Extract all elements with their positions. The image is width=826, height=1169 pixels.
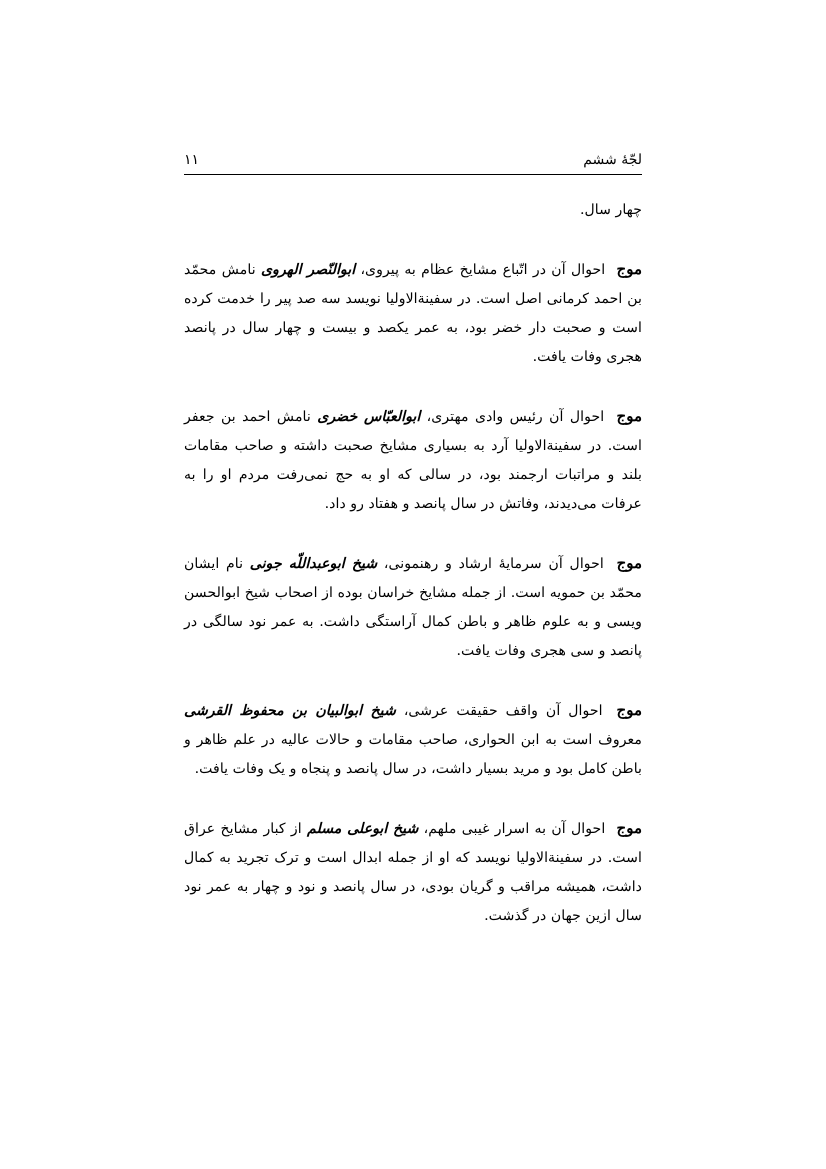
entry-name: ابوالعبّاس خضری [317, 409, 421, 425]
page-number: ۱۱ [184, 152, 200, 168]
entry-text-after: نام ایشان محمّد بن حمویه است. از جمله مشایخ خراسان بوده از اصحاب شیخ ابوالحسن ویسی و به علوم ظاهر و باطن کمال آراستگی داشت. به عمر نود سالگی در پانصد و سی هجری وفات یافت. [184, 556, 642, 659]
entry-text-before: احوال آن سرمایهٔ ارشاد و رهنمونی، [377, 556, 604, 572]
entry-paragraph [184, 814, 642, 931]
entry-marker: موج [616, 260, 643, 278]
entry-marker: موج [616, 407, 643, 425]
entry-paragraph [184, 549, 642, 666]
entry-name: ابوالنّصر الهروی [260, 262, 356, 278]
entry-text-after: از کبار مشایخ عراق است. در سفینةالاولیا نویسد که او از جمله ابدال است و ترک تجرید به کمال داشت، همیشه مراقب و گریان بودی، در سال پانصد و نود و چهار به عمر نود سال ازین جهان در گذشت. [184, 821, 642, 924]
entry-text-before: احوال آن واقف حقیقت عرشی، [395, 703, 603, 719]
entry-text-after: معروف است به ابن الحواری، صاحب مقامات و حالات عالیه در علم ظاهر و باطن کامل بود و مرید بسیار داشت، در سال پانصد و پنجاه و یک وفات یافت. [184, 732, 642, 777]
entry-name: شیخ ابوالبیان بن محفوظ القرشی [184, 703, 396, 719]
entry-name: شیخ ابوعلی مسلم [307, 821, 419, 837]
entry-marker: موج [616, 701, 642, 719]
entry-text-after: نامش محمّد بن احمد کرمانی اصل است. در سفینةالاولیا نویسد سه صد پیر را خدمت کرده است و صحبت دار خضر بود، به عمر یکصد و بیست و چهار سال در پانصد هجری وفات یافت. [184, 262, 642, 365]
running-head: لجّهٔ ششم [583, 152, 642, 168]
entry-name: شیخ ابوعبداللّه جونی [249, 556, 378, 572]
entry-marker: موج [616, 554, 643, 572]
entry-paragraph [184, 696, 642, 784]
entry-text-before: احوال آن در اتّباع مشایخ عظام به پیروی، [355, 262, 606, 278]
entry-paragraph [184, 402, 642, 519]
page-header [184, 148, 642, 175]
entry-text-before: احوال آن رئیس وادی مهتری، [420, 409, 605, 425]
entry-text-after: نامش احمد بن جعفر است. در سفینةالاولیا آرد به بسیاری مشایخ صحبت داشته و صاحب مقامات بلند و مراتبات ارجمند بود، در سالی که او به حج نمی‌رفت مردم او را به عرفات می‌دیدند، وفاتش در سال پانصد و هفتاد رو داد. [184, 409, 642, 512]
entry-paragraph [184, 255, 642, 372]
page-body [184, 196, 642, 961]
intro-line: چهار سال. [579, 202, 642, 218]
entry-text-before: احوال آن به اسرار غیبی ملهم، [418, 821, 606, 837]
entry-marker: موج [616, 819, 643, 837]
